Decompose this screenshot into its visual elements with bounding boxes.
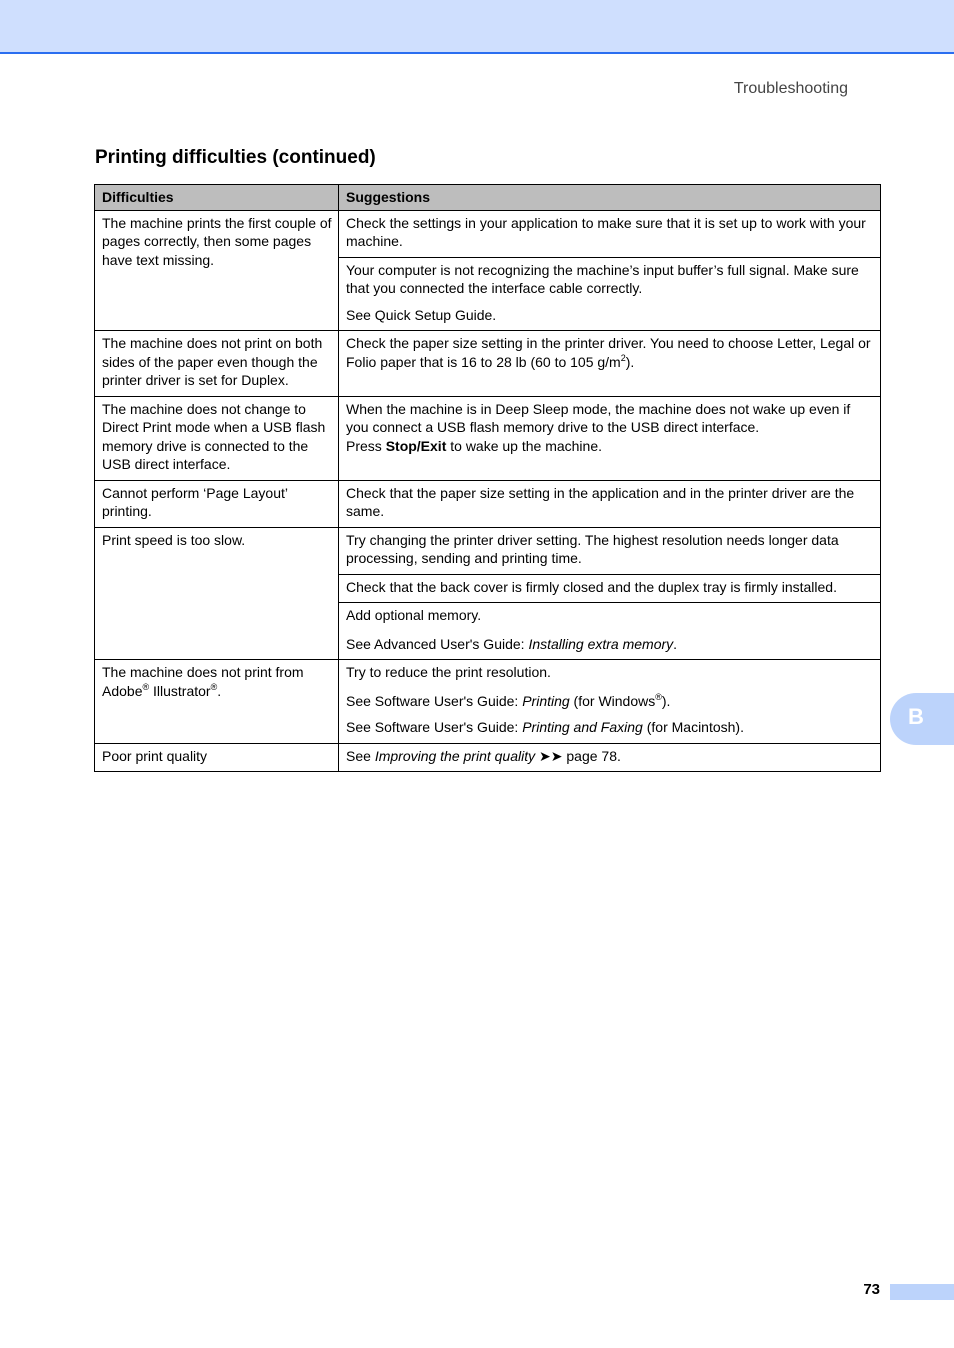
difficulty-cell: Poor print quality <box>95 743 339 772</box>
suggestion-cell <box>339 257 881 331</box>
table-row <box>95 527 881 574</box>
appendix-tab-letter: B <box>908 704 924 729</box>
guide-reference: Printing and Faxing <box>522 719 643 735</box>
suggestion-text: Try to reduce the print resolution. <box>346 664 551 680</box>
column-header-difficulties: Difficulties <box>95 185 339 211</box>
see-prefix: See Software User's Guide: <box>346 719 523 735</box>
press-prefix: Press <box>346 437 386 454</box>
registered-mark: ® <box>655 691 662 702</box>
suggestion-text: Check the paper size setting in the printer driver. You need to choose Letter, Legal or Folio paper that is 16 to 28 lb (60 to 105 g/m <box>346 335 871 370</box>
difficulty-cell <box>95 660 339 744</box>
registered-mark: ® <box>142 681 150 692</box>
key-label: Stop/Exit <box>385 437 447 454</box>
see-prefix: See Advanced User's Guide: <box>346 635 529 652</box>
section-title: Printing difficulties (continued) <box>95 147 376 168</box>
difficulty-text: Illustrator <box>149 682 211 699</box>
difficulty-cell: Cannot perform ‘Page Layout’ printing. <box>95 480 339 527</box>
see-suffix: page 78. <box>566 747 621 764</box>
suggestion-cell: Try changing the printer driver setting. The highest resolution needs longer data processing, sending and printing time. <box>339 527 881 574</box>
suggestion-text: Add optional memory. <box>346 607 482 623</box>
running-head: Troubleshooting <box>733 80 848 97</box>
difficulty-cell: Print speed is too slow. <box>95 527 339 660</box>
superscript: 2 <box>620 352 626 363</box>
difficulties-table <box>94 184 881 772</box>
suggestion-cell <box>339 660 881 744</box>
suggestion-cell: Check the settings in your application to make sure that it is set up to work with your machine. <box>339 210 881 257</box>
difficulty-cell: The machine prints the first couple of pages correctly, then some pages have text missing. <box>95 210 339 331</box>
page-arrow-icon: ➤➤ <box>535 747 567 764</box>
see-suffix: . <box>673 635 678 652</box>
table-header-row <box>95 185 881 211</box>
guide-reference: Printing <box>522 692 570 709</box>
difficulty-text: . <box>217 682 222 699</box>
table-row <box>95 743 881 772</box>
suggestion-text <box>346 635 874 654</box>
see-suffix: ). <box>661 692 671 709</box>
suggestion-text: Your computer is not recognizing the machine’s input buffer’s full signal. Make sure that you connected the interface cable correctly. <box>346 261 859 296</box>
difficulty-cell: The machine does not change to Direct Print mode when a USB flash memory drive is connected to the USB direct interface. <box>95 396 339 480</box>
column-header-suggestions: Suggestions <box>339 185 881 211</box>
suggestion-text: See Quick Setup Guide. <box>346 306 497 323</box>
appendix-tab <box>890 693 954 745</box>
see-prefix: See <box>346 747 375 764</box>
difficulty-text: The machine does not print from Adobe <box>102 664 304 699</box>
table-row <box>95 396 881 480</box>
guide-reference: Installing extra memory <box>528 635 674 652</box>
suggestion-text <box>346 692 874 711</box>
suggestion-text: When the machine is in Deep Sleep mode, the machine does not wake up even if you connect a USB flash memory drive to the USB direct interface. <box>346 400 851 435</box>
suggestion-cell <box>339 396 881 480</box>
guide-reference: Improving the print quality <box>374 747 536 764</box>
registered-mark: ® <box>210 681 218 692</box>
suggestion-cell: Check that the back cover is firmly closed and the duplex tray is firmly installed. <box>339 574 881 603</box>
see-suffix: (for Macintosh). <box>642 719 744 735</box>
table-row <box>95 480 881 527</box>
difficulty-cell: The machine does not print on both sides of the paper even though the printer driver is set for Duplex. <box>95 331 339 397</box>
press-suffix: to wake up the machine. <box>446 437 603 454</box>
suggestion-cell <box>339 331 881 397</box>
suggestion-text <box>346 437 874 456</box>
suggestion-cell <box>339 603 881 660</box>
footer-bar <box>890 1284 954 1300</box>
table-row <box>95 210 881 257</box>
suggestion-cell: Check that the paper size setting in the application and in the printer driver are the same. <box>339 480 881 527</box>
suggestion-cell <box>339 743 881 772</box>
table-row <box>95 660 881 744</box>
page-number: 73 <box>863 1281 880 1298</box>
header-band <box>0 0 954 54</box>
suggestion-text: ). <box>625 353 635 370</box>
suggestion-text <box>346 718 874 737</box>
see-mid: (for Windows <box>569 692 656 709</box>
see-prefix: See Software User's Guide: <box>346 692 523 709</box>
table-row <box>95 331 881 397</box>
